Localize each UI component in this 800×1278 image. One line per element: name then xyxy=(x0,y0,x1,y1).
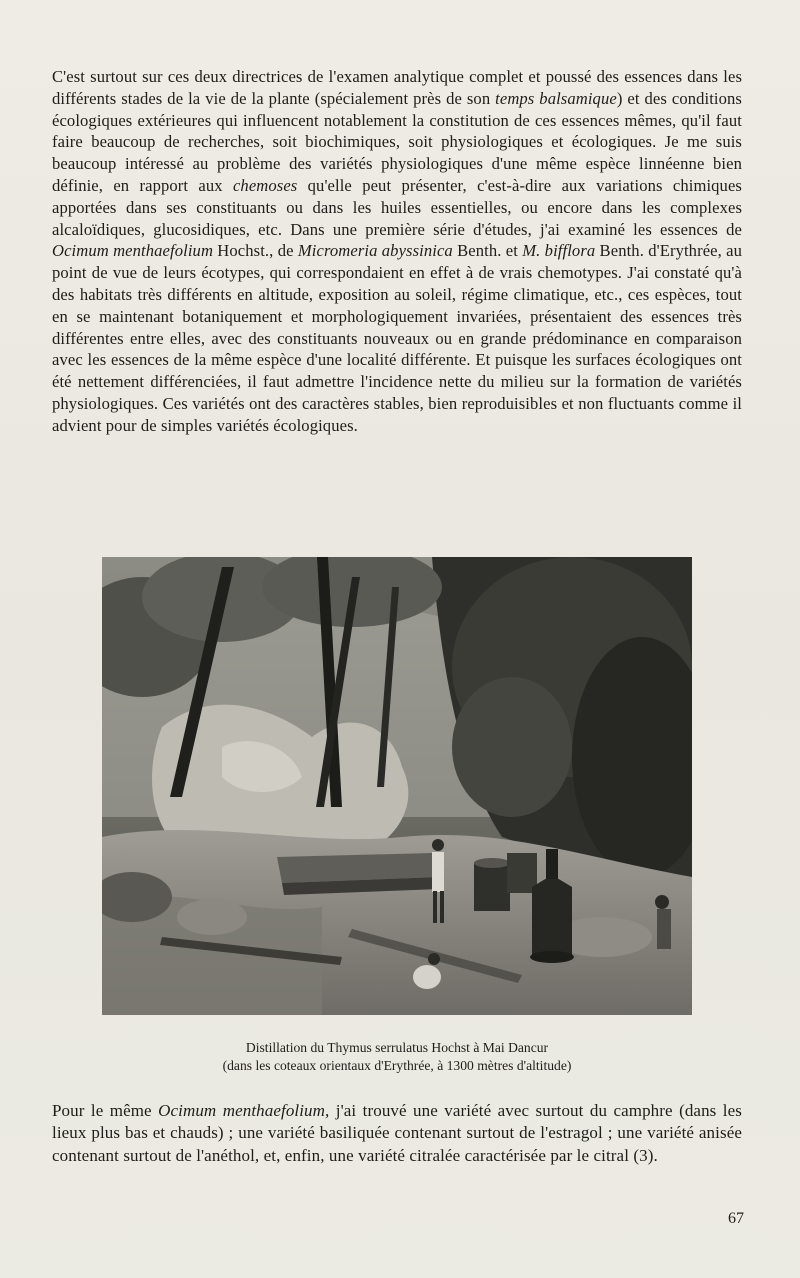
paragraph-1-italic-term-2: chemoses xyxy=(232,175,298,195)
paragraph-1-text-4: Hochst., de xyxy=(213,241,298,261)
paragraph-1-italic-species-2: Micromeria abyssinica xyxy=(297,241,453,261)
paragraph-2-text-2: j'ai trouvé une variété avec surtout du camphre (dans les lieux plus bas et chauds) ; une variété basiliquée contenant surtout de l'estragol ; une variété anisée contenant surtout de l'anéthol, et, enfin, une variété citralée caractérisée par le citral (3). xyxy=(52,1101,742,1165)
page-number: 67 xyxy=(728,1210,744,1227)
paragraph-1-text-3: qu'elle peut présenter, c'est-à-dire aux variations chimiques apportées dans ses constituants ou dans les huiles essentielles, ou encore dans les complexes alcaloïdiques, glucosidiques, etc. Dans une première série d'études, j'ai examiné les essences de xyxy=(52,175,742,239)
photo-caption-line-2: (dans les coteaux orientaux d'Erythrée, à 1300 mètres d'altitude) xyxy=(222,1058,572,1073)
paragraph-1-italic-species-3: M. bifflora xyxy=(522,241,596,261)
paragraph-1-text-5: Benth. et xyxy=(452,241,523,261)
paragraph-1-text-1: C'est surtout sur ces deux directrices de l'examen analytique complet et poussé des essences dans les différents stades de la vie de la plante (spécialement près de son xyxy=(52,67,742,108)
paragraph-2-text-1: Pour le même xyxy=(52,1101,159,1120)
photograph-illustration xyxy=(102,557,692,1015)
paragraph-1-italic-species-1: Ocimum menthaefolium xyxy=(52,241,214,261)
distillation-photograph xyxy=(102,557,692,1015)
paragraph-1-italic-term-1: temps balsamique xyxy=(495,88,617,108)
paragraph-1-text-2: ) et des conditions écologiques extérieures qui influencent notablement la constitution de ces essences mêmes, qu'il faut faire beaucoup de recherches, soit biochimiques, soit physiologiques et écologiques. Je me suis beaucoup intéressé au problème des variétés physiologiques d'une même espèce linnéenne bien définie, en rapport aux xyxy=(52,88,742,195)
paragraph-1-text-6: Benth. d'Erythrée, au point de vue de leurs écotypes, qui correspondaient en effet à de vrais chemotypes. J'ai constaté qu'à des habitats très différents en altitude, exposition au soleil, régime climatique, etc., ces espèces, tout en se maintenant botaniquement et morphologiquement invariées, présentaient des essences très différentes entre elles, avec des constituants nouveaux ou en grande prédominance en comparaison avec les essences de la même espèce d'une localité différente. Et puisque les surfaces écologiques ont été nettement différenciées, il faut admettre l'incidence nette du milieu sur la formation de variétés physiologiques. Ces variétés ont des caractères stables, bien reproduisibles et non fluctuants comme il advient pour de simples variétés écologiques. xyxy=(52,241,743,435)
paragraph-2-italic-species: Ocimum menthaefolium, xyxy=(158,1101,330,1120)
body-paragraph-2 xyxy=(52,1100,742,1167)
body-paragraph-1 xyxy=(52,66,742,437)
photo-caption-line-1: Distillation du Thymus serrulatus Hochst à Mai Dancur xyxy=(245,1040,549,1055)
